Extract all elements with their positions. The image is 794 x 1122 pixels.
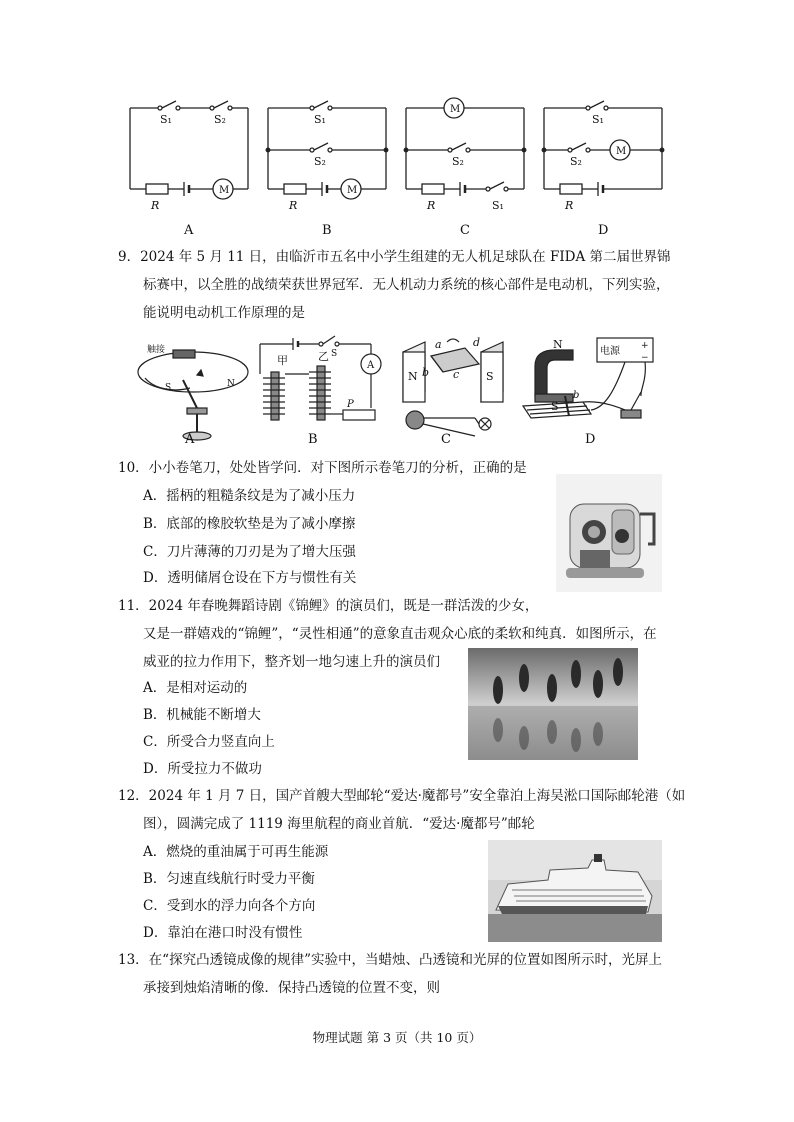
fig-a-s-label: S: [165, 383, 172, 393]
circuit-label-a: A: [184, 223, 194, 238]
q9-figure-c: [403, 339, 503, 436]
label-m: M: [347, 185, 358, 196]
q9-line-1: 9．2024 年 5 月 11 日，由临沂市五名中小学生组建的无人机足球队在 FIDA 第二届世界锦: [118, 249, 671, 265]
label-r: R: [427, 199, 436, 212]
circuit-label-d: D: [598, 223, 609, 238]
label-s2: S₂: [570, 155, 582, 168]
fig-b-p-label: P: [347, 399, 354, 410]
label-r: R: [289, 199, 298, 212]
fig-c-n-label: N: [408, 370, 418, 383]
fig-b-yi-label: 乙: [318, 350, 329, 363]
fig-a-n-label: N: [227, 379, 235, 389]
fig-a-touch-label: 触接: [147, 345, 166, 355]
label-s1: S₁: [492, 199, 504, 212]
cruise-ship-photo: [488, 840, 662, 942]
label-m: M: [616, 146, 627, 157]
q12-line-1: 12．2024 年 1 月 7 日，国产首艘大型邮轮“爱达·魔都号”安全靠泊上海吴淞口国际邮轮港（如: [118, 788, 686, 804]
q9-figure-a: [138, 350, 248, 440]
label-s1: S₁: [314, 113, 326, 126]
q9-figures: [135, 330, 675, 448]
dancers-photo: [468, 648, 638, 760]
fig-c-d-label: d: [473, 336, 481, 349]
fig-c-s-label: S: [486, 370, 494, 383]
q11-line-2: 又是一群嬉戏的“锦鲤”，“灵性相通”的意象直击观众心底的柔软和纯真．如图所示，在: [143, 626, 657, 642]
q10-option-d: D．透明储屑仓设在下方与惯性有关: [143, 570, 357, 586]
q13-line-1: 13．在“探究凸透镜成像的规律”实验中，当蜡烛、凸透镜和光屏的位置如图所示时，光屏上: [118, 952, 662, 968]
circuit-diagrams: [120, 92, 680, 242]
q13-line-2: 承接到烛焰清晰的像．保持凸透镜的位置不变，则: [143, 980, 440, 996]
label-s2: S₂: [214, 113, 226, 126]
pencil-sharpener-image: [556, 474, 662, 592]
q10-option-a: A．摇柄的粗糙条纹是为了减小压力: [143, 488, 356, 504]
q12-line-2: 图），圆满完成了 1119 海里航程的商业首航．“爱达·魔都号”邮轮: [143, 816, 535, 832]
label-r: R: [565, 199, 574, 212]
fig-d-s-label: S: [551, 400, 559, 413]
circuit-label-c: C: [460, 223, 470, 238]
label-r: R: [151, 199, 160, 212]
circuit-label-b: B: [322, 223, 332, 238]
fig-c-a-label: a: [435, 338, 442, 351]
q11-option-b: B．机械能不断增大: [143, 707, 261, 723]
q9-figure-b: [260, 336, 381, 420]
q12-option-d: D．靠泊在港口时没有惯性: [143, 925, 303, 941]
q12-option-c: C．受到水的浮力向各个方向: [143, 898, 316, 914]
q11-option-d: D．所受拉力不做功: [143, 761, 262, 777]
label-s2: S₂: [314, 155, 326, 168]
fig-b-a-label: A: [367, 360, 375, 371]
q11-option-c: C．所受合力竖直向上: [143, 734, 275, 750]
q10-option-c: C．刀片薄薄的刀刃是为了增大压强: [143, 544, 356, 560]
fig-c-c-label: c: [453, 368, 460, 381]
q12-option-b: B．匀速直线航行时受力平衡: [143, 871, 315, 887]
q11-line-1: 11．2024 年春晚舞蹈诗剧《锦鲤》的演员们，既是一群活泼的少女，: [118, 598, 539, 614]
fig-d-n-label: N: [553, 338, 563, 351]
q11-option-a: A．是相对运动的: [143, 680, 248, 696]
label-m: M: [450, 104, 461, 115]
fig-d-plus-label: +: [641, 341, 649, 351]
fig-c-b-label: b: [422, 366, 430, 379]
q11-line-3: 威亚的拉力作用下，整齐划一地匀速上升的演员们: [143, 654, 440, 670]
page-footer: 物理试题 第 3 页（共 10 页）: [312, 1030, 482, 1045]
fig-d-b-label: b: [573, 390, 580, 401]
q10-stem: 10．小小卷笔刀，处处皆学问．对下图所示卷笔刀的分析，正确的是: [118, 460, 527, 476]
q9-line-2: 标赛中，以全胜的战绩荣获世界冠军．无人机动力系统的核心部件是电动机，下列实验，: [143, 277, 670, 293]
label-s1: S₁: [592, 113, 604, 126]
fig-b-jia-label: 甲: [277, 354, 288, 367]
fig-d-power-label: 电源: [600, 346, 620, 357]
q9-label-b: B: [308, 432, 318, 447]
q10-option-b: B．底部的橡胶软垫是为了减小摩擦: [143, 516, 356, 532]
circuit-c: [404, 98, 526, 196]
label-s2: S₂: [452, 155, 464, 168]
q12-option-a: A．燃烧的重油属于可再生能源: [143, 844, 329, 860]
q9-label-c: C: [441, 432, 451, 447]
q9-line-3: 能说明电动机工作原理的是: [143, 305, 305, 321]
q9-label-d: D: [585, 432, 596, 447]
q9-figure-d: [523, 338, 653, 418]
fig-b-s-label: S: [331, 349, 338, 359]
circuit-a: [130, 101, 248, 199]
q9-label-a: A: [185, 432, 195, 447]
label-s1: S₁: [160, 113, 172, 126]
circuit-b: [266, 101, 388, 199]
label-m: M: [219, 185, 230, 196]
fig-d-minus-label: −: [641, 353, 649, 363]
